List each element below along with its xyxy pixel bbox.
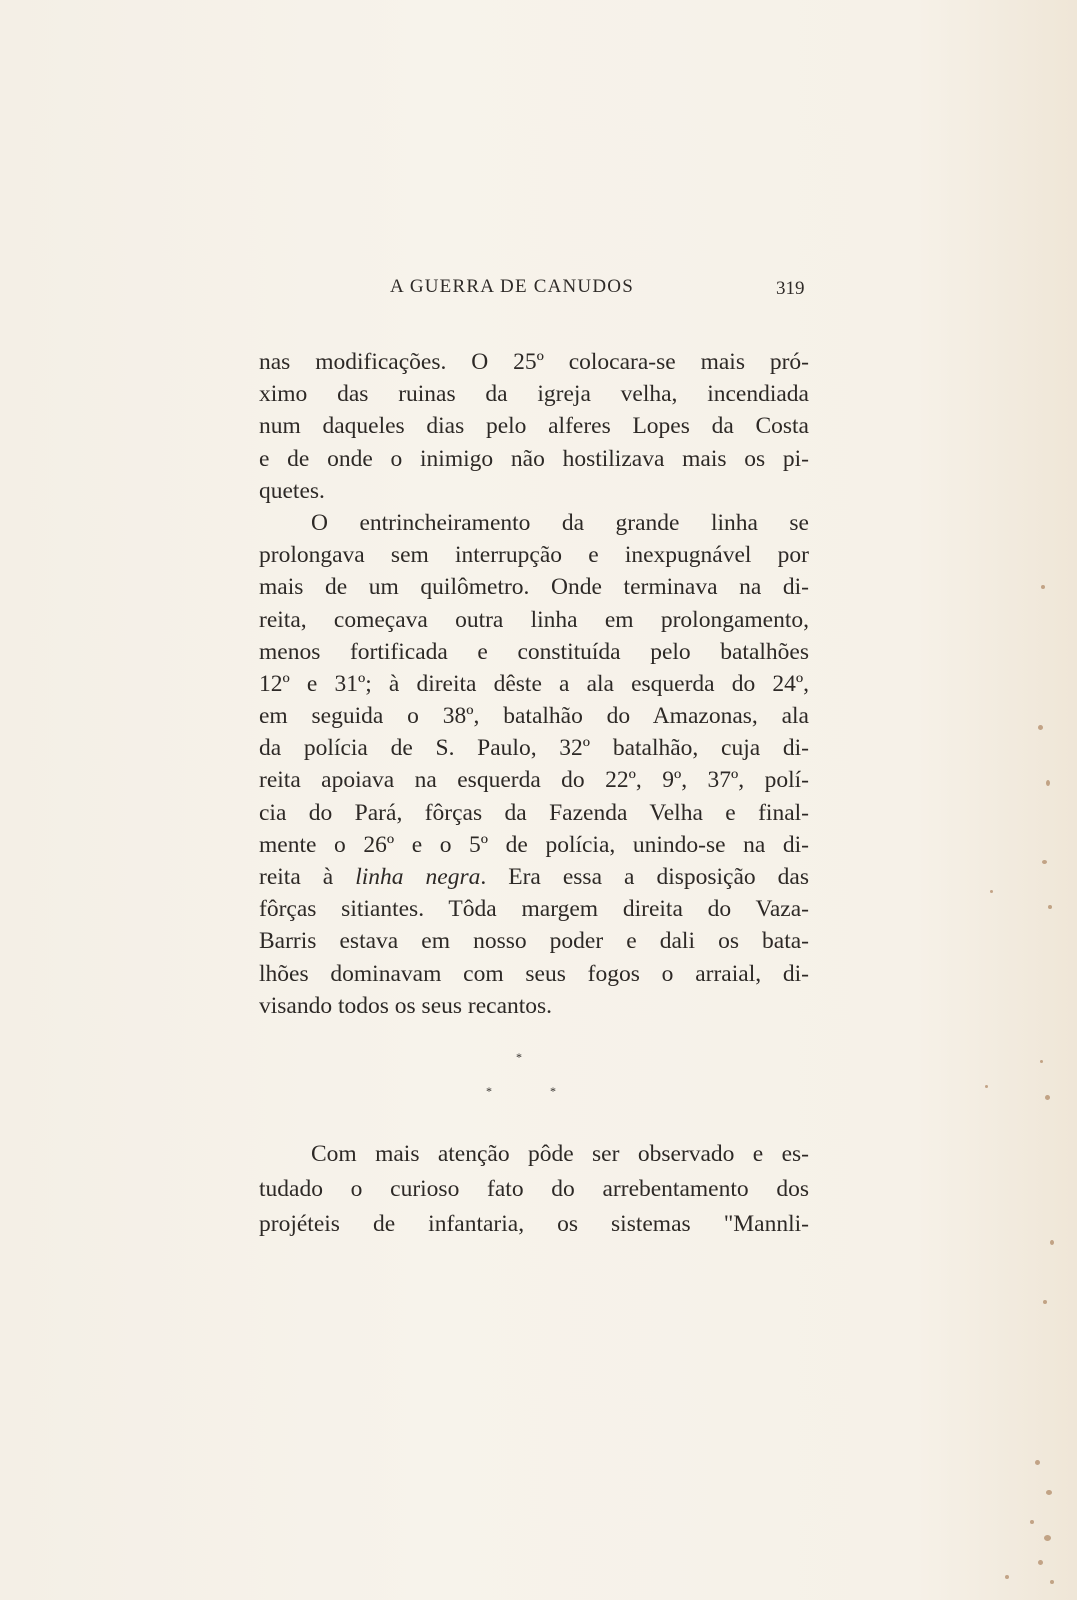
text-line: 12º e 31º; à direita dêste a ala esquerda do 24º,: [259, 670, 809, 697]
text-line: O entrincheiramento da grande linha se: [311, 509, 809, 536]
main-text: [259, 346, 809, 1022]
text-line: projéteis de infantaria, os sistemas "Mannli-: [259, 1211, 809, 1237]
text-line: Barris estava em nosso poder e dali os bata-: [259, 928, 809, 955]
asterisk-ornament: *: [486, 1084, 492, 1098]
text-line: reita apoiava na esquerda do 22º, 9º, 37º, polí-: [259, 767, 809, 794]
text-line: reita, começava outra linha em prolongamento,: [259, 606, 809, 633]
asterisk-ornament: *: [550, 1084, 556, 1098]
text-line: da polícia de S. Paulo, 32º batalhão, cuja di-: [259, 735, 809, 762]
foxing-speck: [1050, 1240, 1054, 1245]
foxing-speck: [1043, 1300, 1047, 1304]
page-number: 319: [776, 278, 805, 299]
foxing-speck: [1046, 1490, 1052, 1495]
text-line: lhões dominavam com seus fogos o arraial, di-: [259, 960, 809, 987]
foxing-speck: [1050, 1580, 1054, 1584]
text-line: e de onde o inimigo não hostilizava mais os pi-: [259, 445, 809, 472]
foxing-speck: [1030, 1520, 1034, 1524]
foxing-speck: [1045, 1095, 1050, 1100]
foxing-speck: [1038, 1560, 1043, 1565]
foxing-speck: [1005, 1575, 1009, 1579]
asterisk-ornament: *: [516, 1050, 522, 1064]
foxing-speck: [1048, 905, 1052, 909]
section-separator: [480, 1050, 580, 1110]
foxing-speck: [1040, 1060, 1043, 1063]
text-line-mixed: [259, 861, 809, 893]
foxing-speck: [1041, 585, 1045, 589]
text-fragment: . Era essa a disposição das: [480, 864, 810, 890]
text-line: visando todos os seus recantos.: [259, 992, 553, 1019]
running-title: A GUERRA DE CANUDOS: [390, 276, 634, 297]
text-line: nas modificações. O 25º colocara-se mais pró-: [259, 349, 809, 375]
foxing-speck: [1038, 725, 1043, 730]
foxing-speck: [1035, 1460, 1040, 1465]
text-line: mente o 26º e o 5º de polícia, unindo-se na di-: [259, 831, 809, 858]
text-line: fôrças sitiantes. Tôda margem direita do Vaza-: [259, 896, 809, 923]
text-line: tudado o curioso fato do arrebentamento dos: [259, 1176, 809, 1202]
italic-term: linha negra: [355, 864, 481, 890]
text-fragment: reita à: [259, 864, 356, 890]
foxing-speck: [985, 1085, 988, 1088]
main-text-continued: [259, 1137, 809, 1242]
text-line: ximo das ruinas da igreja velha, incendiada: [259, 381, 809, 408]
text-line: cia do Pará, fôrças da Fazenda Velha e final-: [259, 799, 809, 826]
text-line: mais de um quilômetro. Onde terminava na di-: [259, 574, 809, 601]
foxing-speck: [1046, 780, 1050, 786]
foxing-speck: [1044, 1535, 1051, 1541]
text-line: Com mais atenção pôde ser observado e es-: [311, 1141, 809, 1167]
foxing-speck: [990, 890, 993, 893]
text-line: quetes.: [259, 477, 325, 504]
foxing-speck: [1042, 860, 1047, 864]
text-line: em seguida o 38º, batalhão do Amazonas, ala: [259, 703, 809, 730]
text-line: prolongava sem interrupção e inexpugnável por: [259, 542, 809, 569]
text-line: num daqueles dias pelo alferes Lopes da Costa: [259, 413, 809, 440]
text-line: menos fortificada e constituída pelo batalhões: [259, 638, 809, 665]
